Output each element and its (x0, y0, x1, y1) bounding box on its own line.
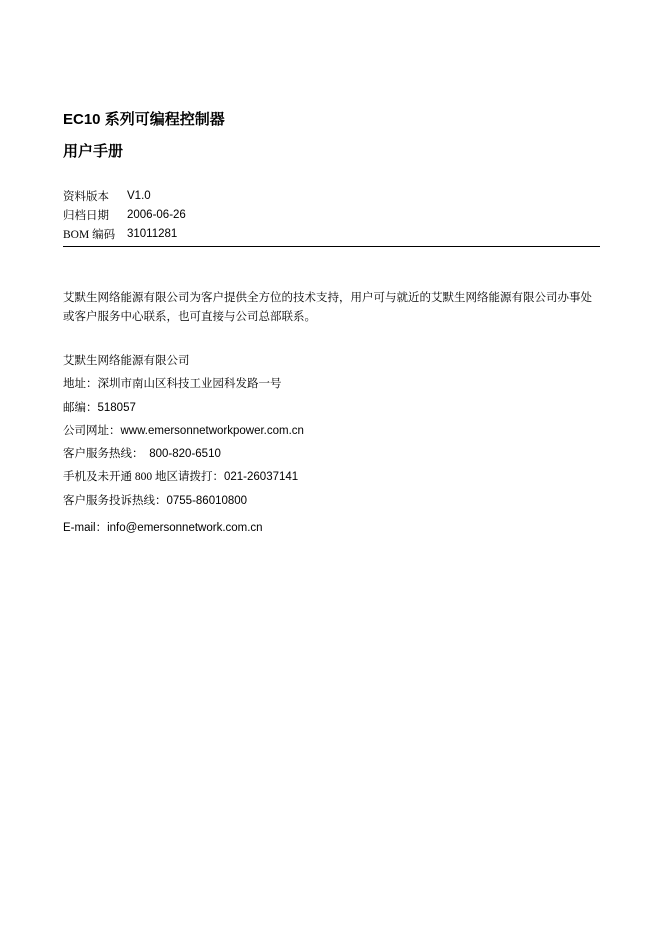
hotline-value: 800-820-6510 (149, 448, 221, 461)
website-line (63, 422, 603, 445)
postcode-line (63, 399, 603, 422)
address-value: 深圳市南山区科技工业园科发路一号 (97, 378, 282, 391)
meta-value: 31011281 (127, 227, 178, 240)
document-metadata (63, 186, 600, 243)
address-label: 地址： (63, 378, 98, 391)
postcode-value: 518057 (97, 401, 136, 414)
complaint-line (63, 492, 603, 515)
document-title: EC10 系列可编程控制器 (63, 111, 225, 128)
address-line (63, 375, 603, 398)
email-line (63, 519, 603, 542)
website-link[interactable]: www.emersonnetworkpower.com.cn (120, 424, 304, 437)
mobile-hotline-value: 021-26037141 (224, 471, 299, 484)
contact-info (63, 352, 603, 542)
meta-label: 归档日期 (63, 209, 109, 222)
meta-row-bom (63, 224, 600, 243)
hotline-label: 客户服务热线： (63, 448, 144, 461)
company-name: 艾默生网络能源有限公司 (63, 355, 190, 367)
website-label: 公司网址： (63, 424, 121, 437)
complaint-label: 客户服务投诉热线： (63, 494, 167, 507)
complaint-value: 0755-86010800 (166, 494, 248, 507)
email-link[interactable]: info@emersonnetwork.com.cn (107, 522, 263, 535)
support-intro-paragraph: 艾默生网络能源有限公司为客户提供全方位的技术支持，用户可与就近的艾默生网络能源有限公司办事处或客户服务中心联系，也可直接与公司总部联系。 (63, 292, 592, 323)
postcode-label: 邮编： (63, 401, 98, 414)
document-subtitle: 用户手册 (63, 143, 124, 160)
meta-label: BOM 编码 (63, 228, 116, 241)
meta-value: V1.0 (127, 189, 151, 202)
mobile-hotline-label: 手机及未开通 800 地区请拨打： (63, 471, 224, 484)
mobile-hotline-line (63, 468, 603, 491)
meta-row-date (63, 205, 600, 224)
meta-row-version (63, 186, 600, 205)
meta-label: 资料版本 (63, 190, 109, 203)
meta-value: 2006-06-26 (127, 208, 186, 221)
email-label: E-mail： (63, 522, 108, 535)
hotline-line (63, 445, 603, 468)
divider-line (63, 246, 600, 247)
